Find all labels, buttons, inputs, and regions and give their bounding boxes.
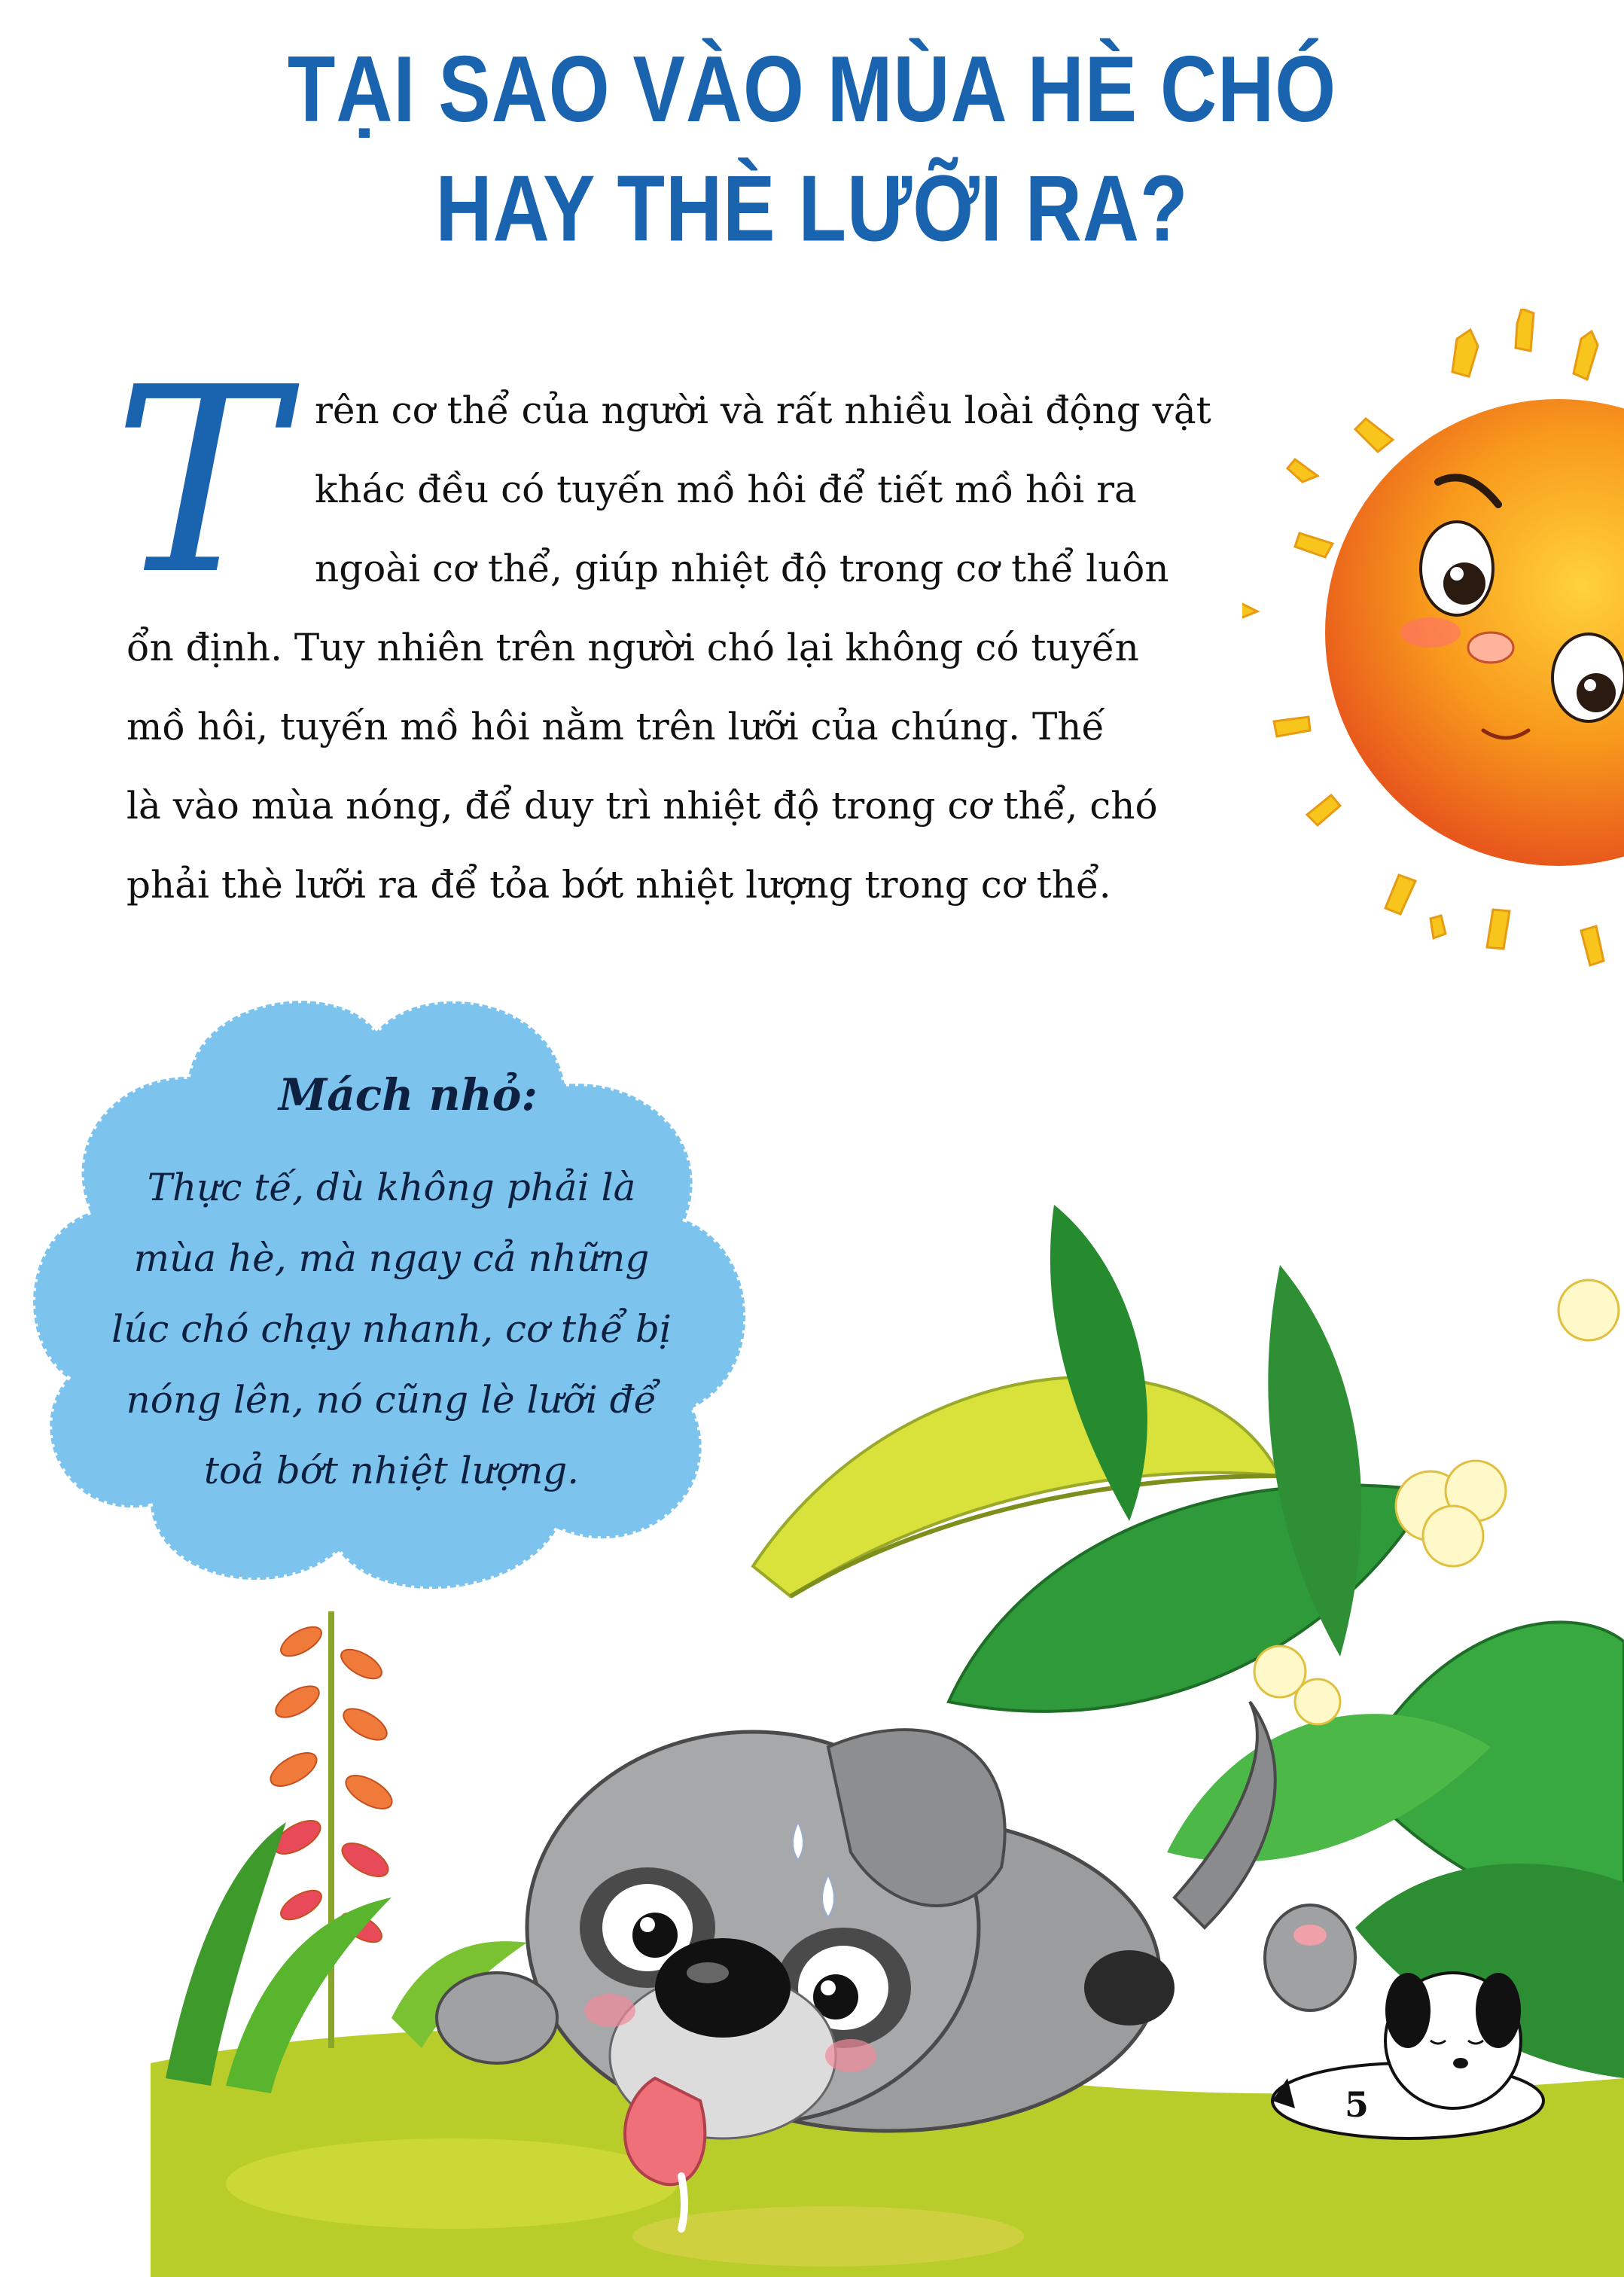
body-line-4: ổn định. Tuy nhiên trên người chó lại không có tuyến	[126, 626, 1139, 669]
tip-heading: Mách nhỏ:	[279, 1069, 538, 1120]
title-line-1: TẠI SAO VÀO MÙA HÈ CHÓ	[287, 37, 1337, 142]
page-number: 5	[1344, 2084, 1369, 2125]
body-line-3: ngoài cơ thể, giúp nhiệt độ trong cơ thể luôn	[315, 547, 1169, 590]
body-line-2: khác đều có tuyến mồ hôi để tiết mồ hôi ra	[315, 468, 1137, 511]
tip-line-4: nóng lên, nó cũng lè lưỡi để	[126, 1378, 657, 1422]
puppy-scene-illustration	[0, 1175, 1624, 2277]
body-line-6: là vào mùa nóng, để duy trì nhiệt độ trong cơ thể, chó	[126, 784, 1158, 828]
body-line-5: mồ hôi, tuyến mồ hôi nằm trên lưỡi của chúng. Thế	[126, 705, 1105, 748]
tip-line-3: lúc chó chạy nhanh, cơ thể bị	[111, 1307, 672, 1351]
body-line-1: rên cơ thể của người và rất nhiều loài động vật	[315, 389, 1211, 432]
tip-line-1: Thực tế, dù không phải là	[147, 1166, 636, 1209]
drop-cap: T	[113, 333, 284, 631]
title-line-2: HAY THÈ LƯỠI RA?	[435, 157, 1189, 262]
tip-line-2: mùa hè, mà ngay cả những	[133, 1236, 650, 1280]
body-line-7: phải thè lưỡi ra để tỏa bớt nhiệt lượng trong cơ thể.	[126, 863, 1111, 907]
tip-line-5: toả bớt nhiệt lượng.	[203, 1449, 580, 1492]
page-title	[0, 30, 1624, 269]
